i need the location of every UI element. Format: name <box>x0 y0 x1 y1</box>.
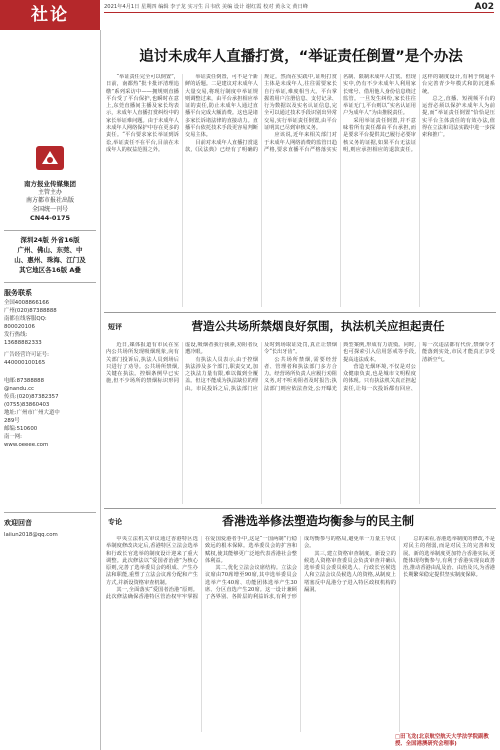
service-line: 地址:广州市广州大道中 <box>4 410 60 416</box>
service-line: 邮编:510600 <box>4 426 38 432</box>
service-line: 发行热线: <box>4 332 28 338</box>
paragraph: 公共场所禁烟,需要经营者、管理者和执法部门多方合力。经营场所负责人应履行劝阻义务,对不听劝阻者及时报告;执法部门则应依法查处,公开曝光典型案例,形成有力震慑。同时,也可探索引入信用惩戒等手段,提高违法成本。 <box>264 342 416 392</box>
edition-areas-1: 广州、佛山、东莞、中 <box>17 246 83 254</box>
editorial-body <box>106 74 495 307</box>
feedback-email[interactable]: laiiun2018@qq.com <box>4 532 58 538</box>
service-line: 广告经营许可证号: <box>4 352 49 358</box>
service-line: (0755)83860403 <box>4 402 50 408</box>
paragraph: 目前对未成年人直播打赏退款,《民法典》已经有了明确的规定。然而在实践中,证明打赏主体是未成年人,往往需要家长自行举证,难度相当大。平台掌握着用户注册信息、支付记录、行为数据以及实名认证信息,完全可以通过技术手段识别出异常交易,实行举证责任倒置,由平台证明其已尽到审核义务。 <box>185 74 337 153</box>
paragraph: 采用举证责任倒置,并不意味着所有责任都由平台承担,而是要求平台提供其已履行必要审核义务的证据,如果平台无法证明,则应承担相应的退款责任。这样的制度设计,有利于倒逼平台完善青少年模式和防沉迷系统。 <box>343 74 495 153</box>
short-comment-headline: 营造公共场所禁烟良好氛围，执法机关应担起责任 <box>191 319 445 333</box>
page-number: A02 <box>474 2 494 12</box>
group-name: 南方报业传媒集团 <box>24 180 76 188</box>
sidebar-divider <box>4 512 96 513</box>
sponsor: 主管主办 <box>37 189 62 196</box>
welcome-heading: 欢迎回音 <box>4 519 32 527</box>
newspaper-logo-icon <box>32 144 68 172</box>
service-line: 电邮:87388888 <box>4 378 45 384</box>
paragraph: 近日,媒体报道有市民在室内公共场所发现吸烟现象,向有关部门投诉后,执法人员到场后只进行了劝导。公共场所禁烟,关键在执法。控烟条例早已实施,但不少场所的禁烟标识形同虚设,吸烟者我行我素,劝阻者反遭冷眼。 <box>106 342 258 385</box>
edition-areas-2: 山、惠州、珠海、江门及 <box>14 256 86 264</box>
column-body <box>106 536 495 732</box>
top-rule <box>104 12 494 13</box>
issue-meta: 2021年4月1日 星期四 编辑 李子龙 实习生 吕韦欣 美编 设计 谢红霞 校对 黄永文 黄日峰 <box>104 4 308 10</box>
publisher: 南方都市报社出版 <box>25 197 74 204</box>
section-divider <box>104 508 496 509</box>
paragraph: 其二,优化立法会议席结构。立法会议席由70席增至90席,其中选举委员会选举产生40席、功能团体选举产生30席、分区直选产生20席。这一设计兼顾了各界别、各阶层的利益诉求,有利于形成均衡参与的格局,避免单一力量主导议会。 <box>205 536 396 601</box>
cn-number: CN44-0175 <box>29 214 71 222</box>
paragraph: 其三,建立资格审查制度。新设立的候选人资格审查委员会负责审查并确认选举委员会委员候选人、行政长官候选人和立法会议员候选人的资格,从制度上堵塞反中乱港分子进入特区政权机构的漏洞。 <box>304 550 396 594</box>
paragraph: “举证责任完全可以倒置”，日前，南都热“批卡批评清理追缴”系列采访中——拥规则直播平台受了平台保护,也瞬时在意上,东莞直播间主播及家长均表示，未成年人直播打赏纠纷中的家长举证难问题。由于未成年人未成年人网络保护中存在更多的责任。“平台要求家长举证到诉讼,举证责任不在平台,目前在未成年人的权益范围之外。 <box>106 74 179 153</box>
section-divider <box>104 312 496 313</box>
masthead <box>0 0 500 30</box>
paragraph: 应该说,近年来相关部门对于未成年人网络消费的监管日趋严格,要求直播平台严格落实实名制、限制未成年人打赏。但现实中,仍有不少未成年人利用家长账号、借用他人身份信息绕过监管。一旦发生纠纷,家长往往举证无门,平台则以“实名认证用户为成年人”为由推脱责任。 <box>264 74 416 153</box>
column-tag: 专论 <box>108 518 122 526</box>
sidebar <box>0 30 101 750</box>
short-comment-tag: 短评 <box>108 323 122 331</box>
edition-pages: 深圳24版 外省16版 <box>20 236 80 244</box>
service-line: 13688882333 <box>4 340 42 346</box>
service-line: 289号 <box>4 418 20 424</box>
editorial-headline: 追讨未成年人直播打赏，“举证责任倒置”是个办法 <box>139 49 463 65</box>
sidebar-divider <box>4 230 96 231</box>
paragraph: 总的来看,香港选举制度的修改,不是对民主的削弱,而是对民主的完善和发展。新的选举制度更加符合香港实际,更能体现均衡参与,有利于香港实现良政善治,推动香港由乱及治、由治及兴,为香港长期繁荣稳定提供坚实制度保障。 <box>403 536 495 579</box>
service-line: 传真:(020)87382357 <box>4 394 59 400</box>
service-line: 南一网: <box>4 434 22 440</box>
sidebar-divider <box>4 282 96 283</box>
cn-label: 全国统一刊号 <box>31 206 68 213</box>
edition-areas-3: 其它地区各16版 A叠 <box>19 266 81 274</box>
services-heading: 服务联系 <box>4 289 32 297</box>
paragraph: 中央立法机关审议通过香港特区选举制度修改决定后,香港特区立法会选举和行政长官选举的制度设计迎来了重大调整。此次修法以“爱国者治港”为核心原则,完善了选举委员会的组成、产生办法和职能,重塑了立法会议席分配和产生方式,并新设资格审查机制。 <box>106 536 198 586</box>
service-line: 广州(020)87388888 <box>4 308 57 314</box>
paragraph: 有执法人员表示,由于控烟执法涉及多个部门,职责交叉,加之执法力量有限,难以做到全覆盖。但这不能成为执法缺位的理由。市民投诉之后,执法部门应及时到场取证处罚,真正让禁烟令“长出牙齿”。 <box>185 342 337 392</box>
short-comment-body <box>106 342 495 504</box>
column-headline: 香港选举修法塑造均衡参与的民主制 <box>221 514 414 528</box>
service-line: 800020106 <box>4 324 35 330</box>
service-line: 南都在线客服QQ: <box>4 316 47 322</box>
service-line: 全国4008866166 <box>4 300 50 306</box>
paragraph: 举证责任倒置，可不是个新鲜的话题。二是建议对未成年人大量交易,将现行制度中举证规则调整过来，由平台承担相应举证的责任,防止未成年人通过直播平台完成大额消费。这也是诸多家长诉诸法律的直接动力。直播平台依托技术手段更容易判断交易主体。 <box>185 74 258 139</box>
paragraph: 总之,直播、短视频平台的运营必须以保护未成年人为前提,而“举证责任倒置”恰恰是压实平台主体责任的有效办法,值得在立法和司法实践中进一步探索和推广。 <box>422 95 495 139</box>
section-title: 社论 <box>0 0 100 30</box>
paragraph: 其一,全面落实“爱国者治港”原则。此次修法确保香港特区管治权牢牢掌握在爱国爱港者手中,这是“一国两制”行稳致远的根本保障。选举委员会的扩容和赋权,使其能够更广泛地代表香港社会整体利益。 <box>106 536 297 601</box>
service-line: www.oeeee.com <box>4 442 49 448</box>
paragraph: 营造无烟环境,不仅是对公众健康负责,也是城市文明程度的体现。只有执法机关真正担起责任,让每一次投诉都有回应、每一次违法都有代价,禁烟令才能落到实处,市民才能真正享受清新空气。 <box>343 342 495 392</box>
column-author: □田飞龙(北京航空航天大学法学院副教授、全国港澳研究会理事) <box>395 734 489 747</box>
service-line: @nandu.cc <box>4 386 35 392</box>
service-line: 440000100165 <box>4 360 46 366</box>
